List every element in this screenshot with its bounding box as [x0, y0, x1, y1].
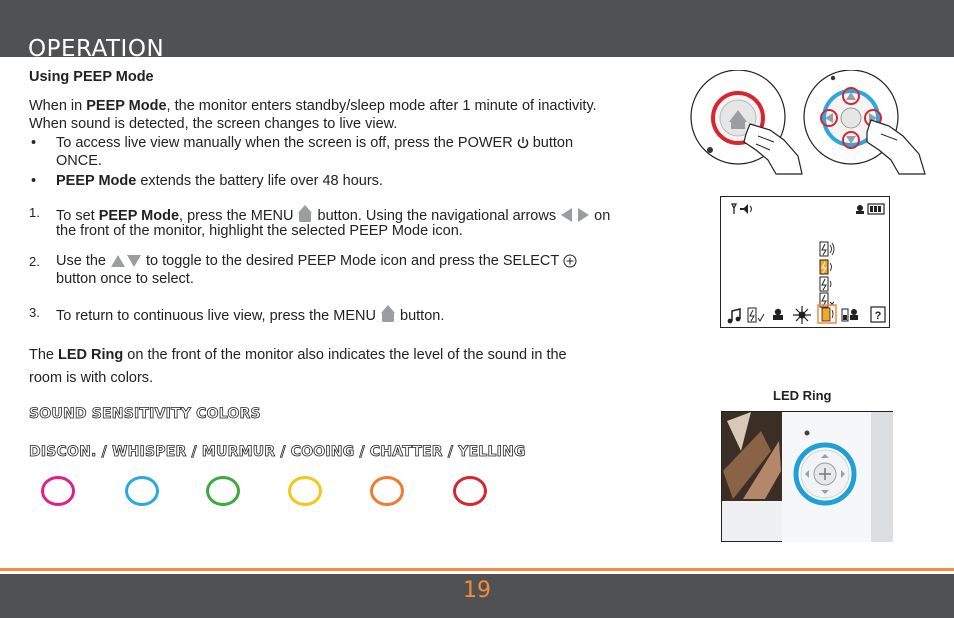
intro-line-1: When in PEEP Mode, the monitor enters standby/sleep mode after 1 minute of inactivity.	[29, 98, 597, 114]
led-paragraph: The LED Ring on the front of the monitor also indicates the level of the sound in the	[29, 347, 567, 363]
intro-line-2: When sound is detected, the screen changes to live view.	[29, 116, 398, 132]
step-number: 3.	[29, 305, 40, 320]
ring-discon	[41, 476, 75, 506]
footer-divider	[0, 568, 954, 571]
page-number: 19	[463, 578, 491, 603]
led-paragraph-cont: room is with colors.	[29, 370, 154, 386]
bullet-item-power-cont: ONCE.	[56, 153, 102, 169]
ring-chatter	[370, 476, 404, 506]
led-ring-photo	[721, 411, 893, 542]
step-number: 2.	[29, 254, 40, 269]
ring-whisper	[125, 476, 159, 506]
home-icon	[380, 303, 396, 328]
step-1-cont: the front of the monitor, highlight the selected PEEP Mode icon.	[56, 223, 463, 239]
left-right-arrows-icon	[560, 207, 590, 228]
ring-murmur	[206, 476, 240, 506]
screen-illustration	[720, 196, 890, 328]
navigation-illustration	[801, 70, 931, 176]
svg-text:?: ?	[874, 310, 882, 322]
levels-heading: DISCON. / WHISPER / MURMUR / COOING / CHATTER / YELLING	[29, 444, 526, 460]
bullet-symbol: •	[31, 135, 37, 151]
colors-heading: SOUND SENSITIVITY COLORS	[29, 406, 261, 422]
menu-button-illustration	[688, 70, 806, 176]
step-1: To set PEEP Mode, press the MENU button. Using the navigational arrows on	[56, 203, 610, 228]
plus-circle-icon	[563, 254, 577, 273]
step-number: 1.	[29, 205, 40, 220]
page-title: OPERATION	[28, 36, 165, 62]
step-2-cont: button once to select.	[56, 271, 194, 287]
step-2: Use the to toggle to the desired PEEP Mode icon and press the SELECT	[56, 252, 577, 273]
step-3: To return to continuous live view, press the MENU button.	[56, 303, 444, 328]
ring-cooing	[288, 476, 322, 506]
bullet-item-power: To access live view manually when the screen is off, press the POWER button	[56, 134, 573, 155]
section-title: Using PEEP Mode	[29, 69, 154, 85]
power-icon	[517, 136, 529, 155]
ring-yelling	[453, 476, 487, 506]
led-ring-caption: LED Ring	[773, 388, 832, 403]
bullet-symbol: •	[31, 173, 37, 189]
bullet-item-battery: PEEP Mode extends the battery life over 48 hours.	[56, 173, 383, 189]
